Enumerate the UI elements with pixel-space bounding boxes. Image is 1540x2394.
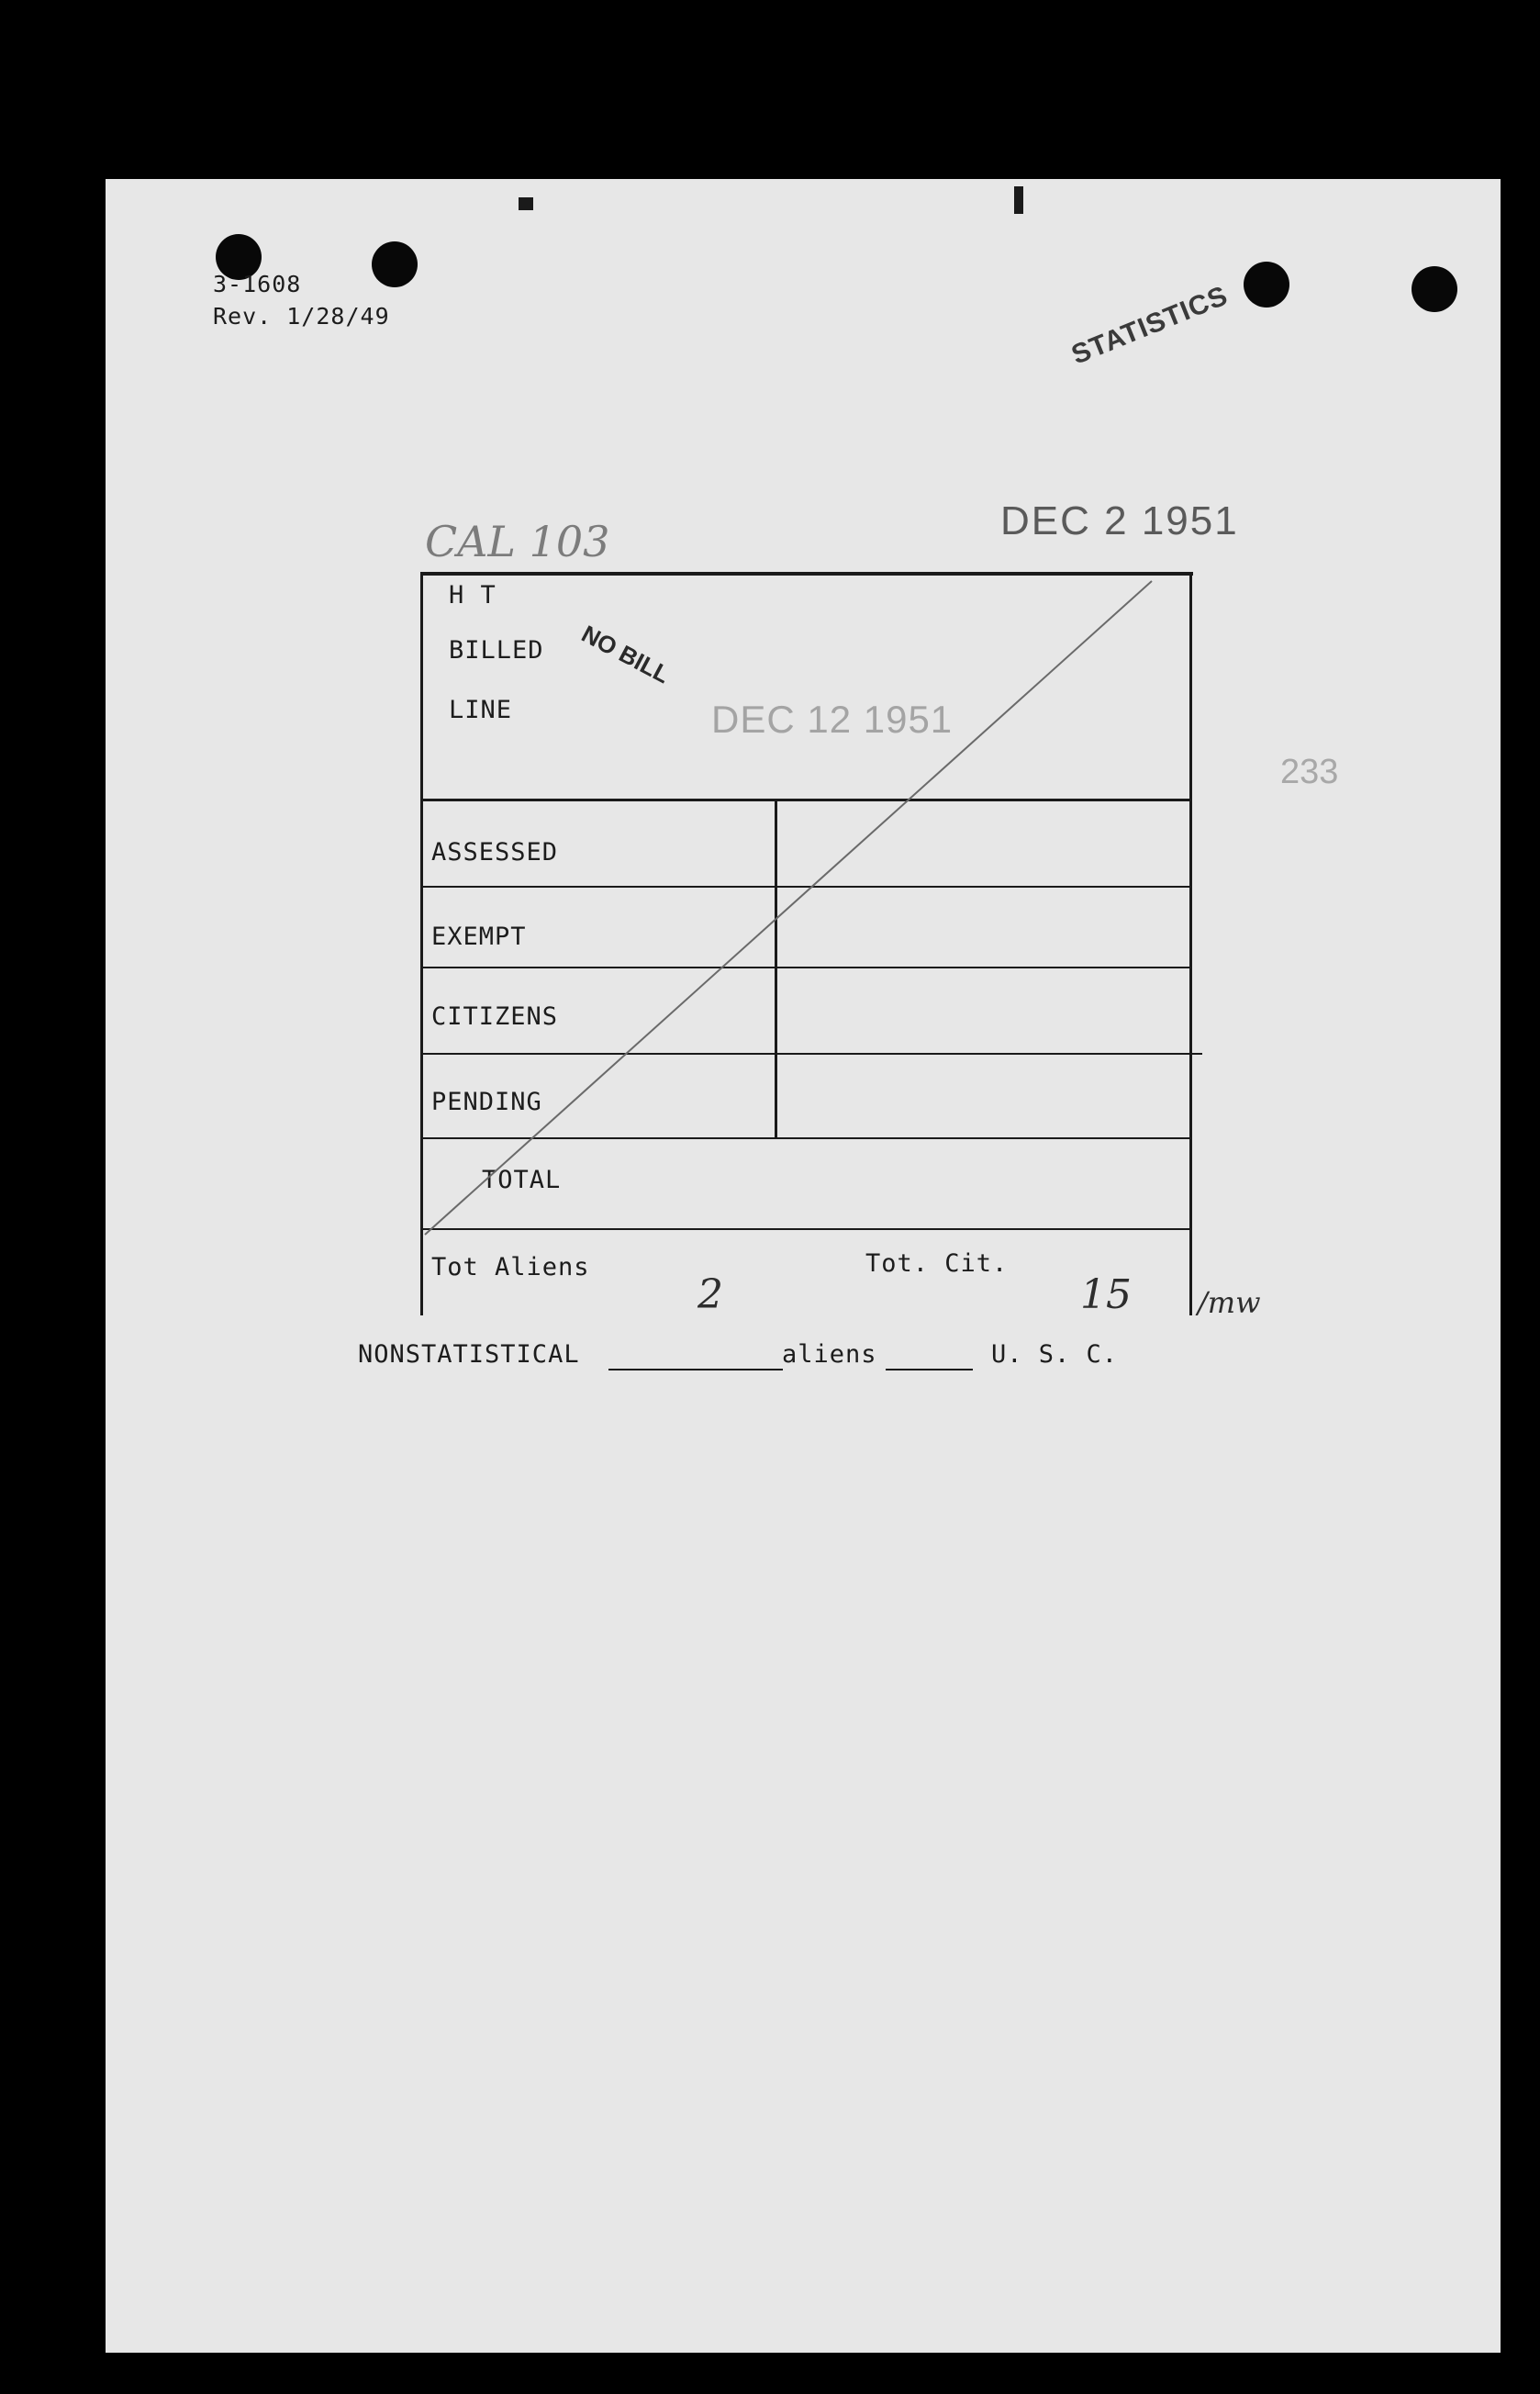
tot-aliens-value: 2	[697, 1271, 723, 1318]
form-number: 3-1608	[213, 271, 302, 297]
page-number-stamp: 233	[1280, 753, 1339, 791]
row-label-exempt: EXEMPT	[431, 923, 527, 951]
tot-cit-value: 15	[1080, 1271, 1132, 1318]
document-sheet	[106, 179, 1501, 2353]
tot-cit-label: Tot. Cit.	[865, 1249, 1009, 1278]
no-bill-stamp: NO BILL	[576, 620, 675, 689]
diagonal-strike-line	[106, 179, 1501, 1464]
header-line-ht: H T	[449, 581, 497, 610]
nonstatistical-label: NONSTATISTICAL	[358, 1340, 580, 1369]
header-line-billed: BILLED	[449, 636, 544, 665]
tot-aliens-label: Tot Aliens	[431, 1253, 590, 1281]
form-revision: Rev. 1/28/49	[213, 303, 390, 330]
initials: /mw	[1198, 1285, 1261, 1320]
row-label-citizens: CITIZENS	[431, 1002, 559, 1031]
usc-label: U. S. C.	[991, 1340, 1119, 1369]
aliens-label: aliens	[782, 1340, 877, 1369]
handwritten-note: CAL 103	[425, 517, 610, 566]
row-label-pending: PENDING	[431, 1088, 542, 1116]
statistics-stamp: STATISTICS	[1067, 280, 1233, 371]
header-line-line: LINE	[449, 696, 513, 724]
date-stamp-top: DEC 2 1951	[1000, 498, 1239, 543]
total-label: TOTAL	[482, 1166, 562, 1194]
row-label-assessed: ASSESSED	[431, 838, 559, 867]
date-stamp-middle: DEC 12 1951	[711, 698, 954, 741]
